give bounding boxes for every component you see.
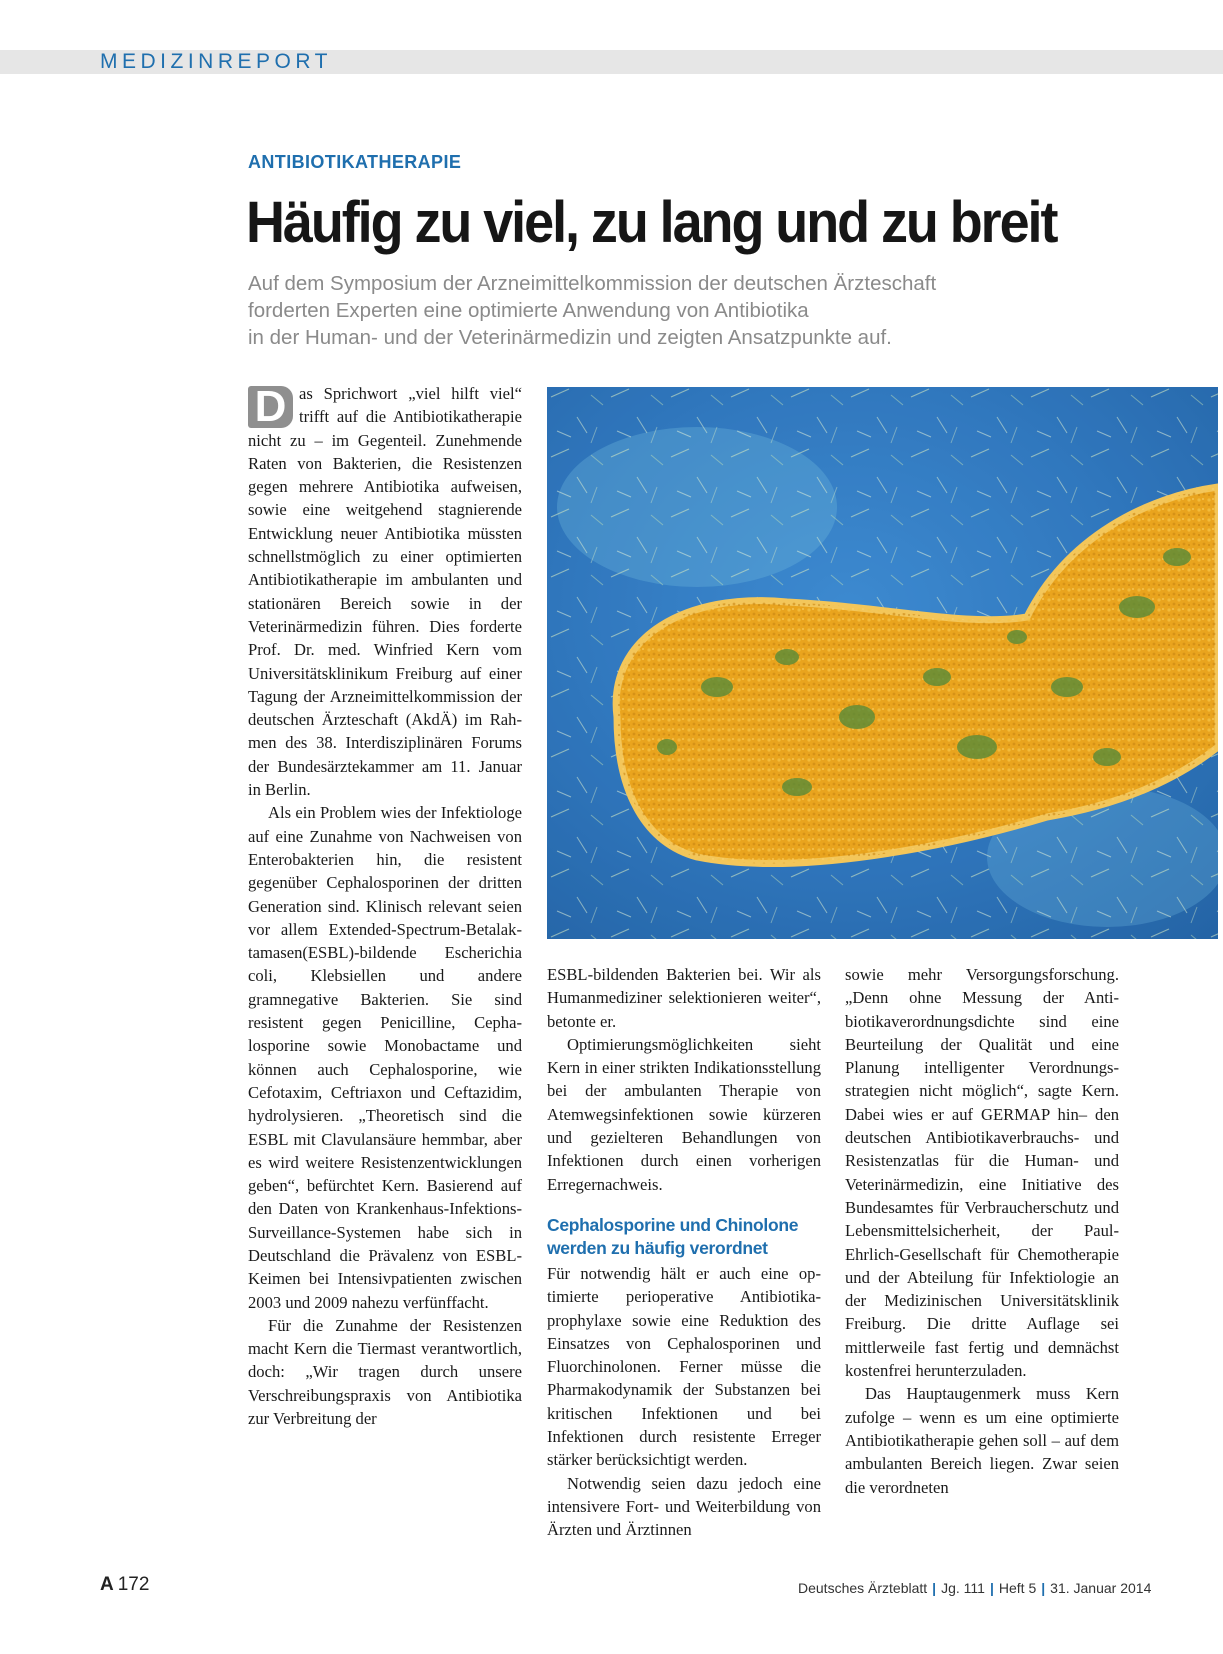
paragraph: Optimierungsmöglichkeiten sieht Kern in einer strikten Indikationsstellung bei der ambulanten Therapie von Atemwegsinfektionen sowie kürzeren und gezielteren Behandlungen von Infektionen durch einen vorherigen Erregernachweis. (547, 1034, 821, 1194)
text-column-1 (248, 382, 522, 1430)
journal-volume: Jg. 111 (941, 1580, 985, 1596)
subheading: Cephalosporine und Chinolone werden zu häufig verordnet (547, 1214, 799, 1258)
section-label: MEDIZINREPORT (100, 50, 332, 73)
article-kicker: ANTIBIOTIKATHERAPIE (248, 152, 462, 172)
journal-date: 31. Januar 2014 (1050, 1580, 1152, 1596)
paragraph: Notwendig seien dazu jedoch eine intensivere Fort- und Weiterbildung von Ärzten und Ärztinnen (547, 1473, 821, 1540)
lead-line: in der Human- und der Veterinärmedizin und zeigten Ansatzpunkte auf. (248, 326, 892, 349)
separator: | (989, 1580, 994, 1596)
lead-line: forderten Experten eine optimierte Anwendung von Antibiotika (248, 299, 809, 322)
paragraph: Für notwendig hält er auch eine optimierte perioperative Antibiotikaprophylaxe sowie eine Reduktion des Einsatzes von Cephalosporinen und Fluorchinolonen. Ferner müsse die Pharmakodynamik der Substanzen bei kritischen Infektionen und bei Infektionen durch resistente Erreger stärker berücksichtigt werden. (547, 1263, 821, 1470)
bacterium-micrograph (547, 387, 1218, 939)
paragraph: Für die Zunahme der Resistenzen macht Kern die Tiermast verantwortlich, doch: „Wir tragen durch unsere Verschreibungspraxis von Antibiotika zur Verbreitung der (248, 1315, 522, 1429)
separator: | (932, 1580, 937, 1596)
article-headline: Häufig zu viel, zu lang und zu breit (246, 190, 1057, 255)
text-column-2 (547, 963, 821, 1542)
journal-issue: Heft 5 (998, 1580, 1037, 1596)
page-number (100, 1574, 149, 1596)
journal-info (798, 1580, 1151, 1596)
paragraph: Als ein Problem wies der Infektiologe auf eine Zunahme von Nachweisen von Enterobakterien hin, die resistent gegenüber Cephalosporinen der dritten Generation sind. Klinisch relevant seien vor allem Extended-Spectrum-Betalaktamasen(ESBL)-bildende Escherichia coli, Klebsiellen und andere gramnegative Bakterien. Sie sind resistent gegen Penicilline, Cephalosporine sowie Monobactame und können auch Cephalosporine, wie Cefotaxim, Ceftriaxon und Ceftazidim, hydrolysieren. „Theoretisch sind die ESBL mit Clavulansäure hemmbar, aber es wird weitere Resistenzentwicklungen geben“, befürchtet Kern. Basierend auf den Daten von Krankenhaus-Infektions-Surveillance-Systemen habe sich in Deutschland die Prävalenz von ESBL-Keimen bei Intensivpatienten zwischen 2003 und 2009 nahezu verfünffacht. (248, 803, 522, 1312)
article-lead (248, 270, 1128, 351)
paragraph (248, 382, 522, 801)
page-prefix: A (100, 1574, 114, 1595)
separator: | (1041, 1580, 1046, 1596)
paragraph: sowie mehr Versorgungsforschung. „Denn ohne Messung der Antibiotikaverordnungsdichte sind eine Beurteilung der Qualität und eine Planung intelligenter Verordnungsstrategien nicht möglich“, sagte Kern. Dabei wies er auf GERMAP hin– den deutschen Antibiotikaverbrauchs- und Resistenzatlas für die Human- und Veterinärmedizin, eine Initiative des Bundesamtes für Verbraucherschutz und Lebensmittelsicherheit, der Paul-Ehrlich-Gesellschaft für Chemotherapie und der Abteilung für Infektiologie an der Medizinischen Universitätsklinik Freiburg. Die dritte Auflage sei mittlerweile fast fertig und demnächst kostenfrei herunterzuladen. (845, 965, 1119, 1381)
page-number-value: 172 (117, 1574, 150, 1595)
paragraph: ESBL-bildenden Bakterien bei. Wir als Humanmediziner selektionieren weiter“, betonte er. (547, 965, 821, 1031)
journal-name: Deutsches Ärzteblatt (798, 1580, 928, 1596)
lead-line: Auf dem Symposium der Arzneimittelkommission der deutschen Ärzteschaft (248, 272, 937, 295)
paragraph: Das Hauptaugenmerk muss Kern zufolge – wenn es um eine optimierte Antibiotikatherapie gehen soll – auf dem ambulanten Bereich liegen. Zwar seien die verordneten (845, 1384, 1119, 1497)
text-column-3 (845, 963, 1119, 1499)
paragraph-text: as Sprichwort „viel hilft viel“ trifft auf die Antibiotikatherapie nicht zu – im Gegenteil. Zunehmende Raten von Bakterien, die Resistenzen gegen mehrere Antibiotika aufweisen, sowie eine weitgehend stagnierende Entwicklung neuer Antibiotika müssten schnellstmöglich zu einer optimierten Antibiotikatherapie im ambulanten und stationären Bereich sowie in der Veterinärmedizin führen. Dies forderte Prof. Dr. med. Winfried Kern vom Universitätsklinikum Freiburg auf einer Tagung der Arzneimittelkommission der deutschen Ärzteschaft (AkdÄ) im Rahmen des 38. Interdisziplinären Forums der Bundesärztekammer am 11. Januar in Berlin. (248, 384, 522, 800)
dropcap: D (248, 386, 293, 428)
